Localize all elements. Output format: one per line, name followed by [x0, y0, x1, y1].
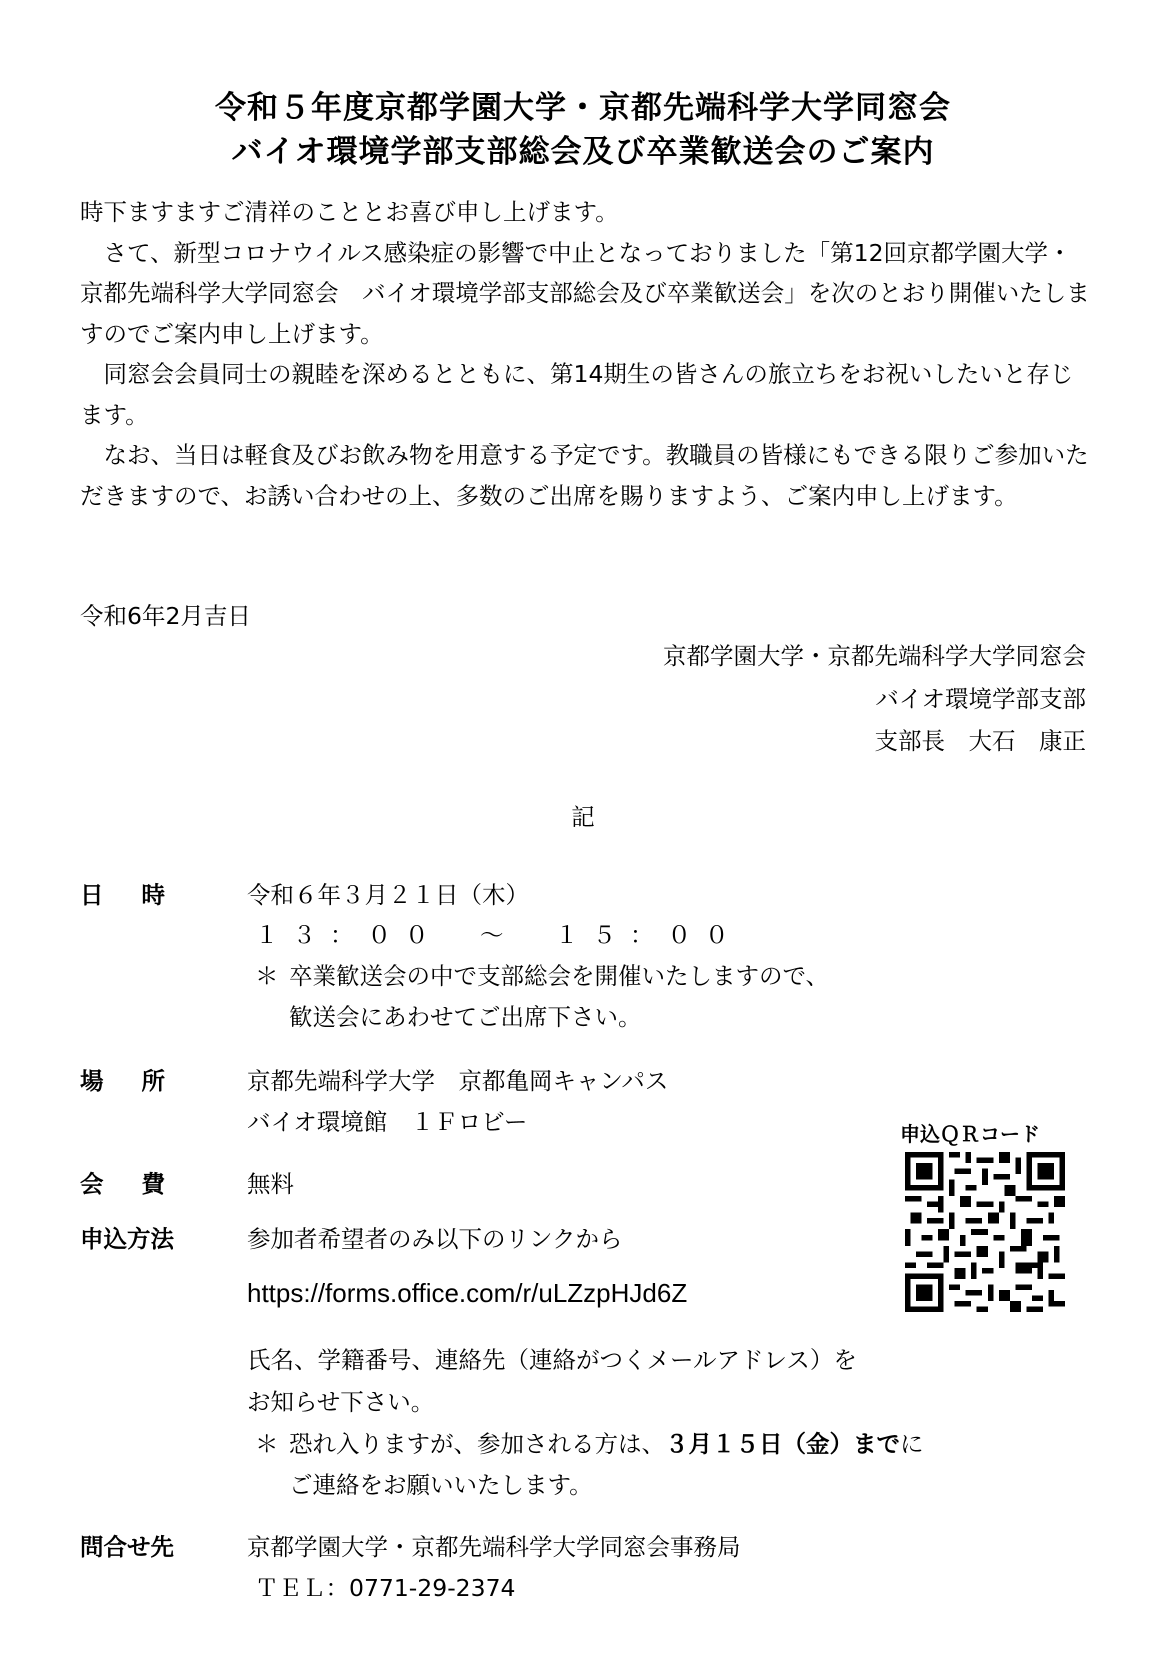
announcement-paragraph: さて、新型コロナウイルス感染症の影響で中止となっておりました「第12回京都学園大学・京都先端科学大学同窓会 バイオ環境学部支部総会及び卒業歓送会」を次のとおり開催いたしますのでご案内申し上げます。	[80, 238, 1090, 348]
letter-body	[80, 192, 1090, 516]
signature-branch: バイオ環境学部支部	[875, 685, 1086, 713]
contact-org: 京都学園大学・京都先端科学大学同窓会事務局	[247, 1533, 741, 1561]
datetime-note-line2: 歓送会にあわせてご出席下さい。	[289, 1003, 642, 1031]
purpose-paragraph: 同窓会会員同士の親睦を深めるとともに、第14期生の皆さんの旅立ちをお祝いしたいと存じます。	[80, 360, 1074, 429]
ki-heading: 記	[571, 803, 595, 831]
issue-date: 令和6年2月吉日	[80, 602, 251, 630]
apply-deadline: ３月１５日（金）まで	[665, 1430, 900, 1458]
signature-head: 支部長 大石 康正	[874, 727, 1086, 755]
apply-note-pre: 恐れ入りますが、参加される方は、	[289, 1430, 665, 1458]
invitation-paragraph: なお、当日は軽食及びお飲み物を用意する予定です。教職員の皆様にもできる限りご参加いただきますので、お誘い合わせの上、多数のご出席を賜りますよう、ご案内申し上げます。	[80, 441, 1089, 510]
qr-label: 申込ＱＲコード	[900, 1122, 1040, 1146]
place-line1: 京都先端科学大学 京都亀岡キャンパス	[247, 1067, 669, 1095]
page-subtitle: バイオ環境学部支部総会及び卒業歓送会のご案内	[231, 134, 935, 170]
datetime-label: 日時	[80, 881, 203, 909]
apply-line3: お知らせ下さい。	[247, 1388, 435, 1416]
signature-org: 京都学園大学・京都先端科学大学同窓会	[663, 642, 1086, 670]
contact-label: 問合せ先	[80, 1533, 174, 1561]
page-title: 令和５年度京都学園大学・京都先端科学大学同窓会	[215, 90, 951, 126]
datetime-note-line1: 卒業歓送会の中で支部総会を開催いたしますので、	[289, 962, 830, 990]
apply-form-link[interactable]: https://forms.office.com/r/uLZzpHJd6Z	[247, 1278, 688, 1308]
greeting-paragraph: 時下ますますご清祥のこととお喜び申し上げます。	[80, 198, 619, 226]
fee-label: 会費	[80, 1170, 203, 1198]
datetime-note-mark: ＊	[255, 962, 279, 990]
apply-label: 申込方法	[80, 1225, 174, 1253]
apply-line1: 参加者希望者のみ以下のリンクから	[247, 1225, 623, 1253]
fee-value: 無料	[247, 1170, 294, 1198]
place-label: 場所	[80, 1067, 203, 1095]
apply-note-mark: ＊	[255, 1430, 279, 1458]
contact-tel: ＴＥＬ：0771-29-2374	[255, 1574, 516, 1602]
apply-note-line2: ご連絡をお願いいたします。	[289, 1471, 593, 1499]
event-time: １３：００ ～ １５：００	[255, 921, 743, 949]
qr-code-icon[interactable]	[905, 1152, 1065, 1312]
apply-line2: 氏名、学籍番号、連絡先（連絡がつくメールアドレス）を	[247, 1346, 857, 1374]
place-line2: バイオ環境館 １Ｆロビー	[247, 1108, 528, 1136]
apply-deadline-note	[289, 1425, 924, 1459]
event-date: 令和６年３月２１日（木）	[247, 881, 529, 909]
apply-note-post: に	[900, 1430, 924, 1458]
